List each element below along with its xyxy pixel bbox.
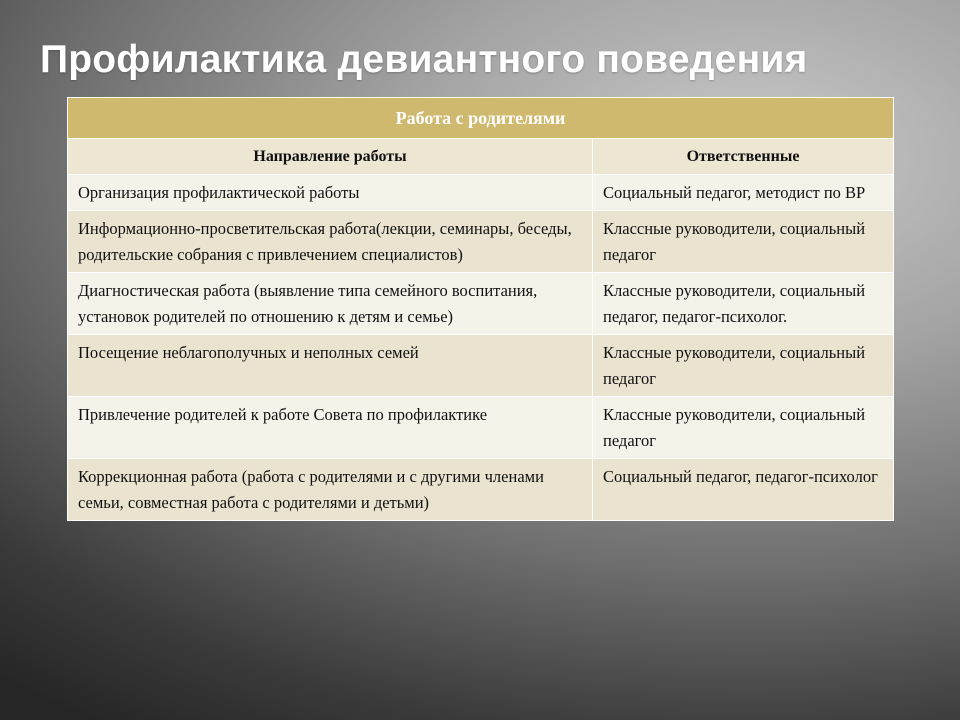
- responsible-cell: Социальный педагог, методист по ВР: [593, 175, 894, 211]
- section-header-row: [68, 98, 894, 139]
- direction-cell: Диагностическая работа (выявление типа семейного воспитания, установок родителей по отношению к детям и семье): [68, 273, 593, 335]
- parents-work-table-container: [67, 97, 893, 521]
- responsible-cell: Классные руководители, социальный педагог: [593, 211, 894, 273]
- direction-cell: Коррекционная работа (работа с родителями и с другими членами семьи, совместная работа с родителями и детьми): [68, 459, 593, 521]
- column-header-direction: Направление работы: [68, 139, 593, 175]
- responsible-cell: Классные руководители, социальный педагог: [593, 335, 894, 397]
- responsible-cell: Социальный педагог, педагог-психолог: [593, 459, 894, 521]
- column-header-row: [68, 139, 894, 175]
- table-row: [68, 211, 894, 273]
- table-row: [68, 273, 894, 335]
- column-header-responsible: Ответственные: [593, 139, 894, 175]
- responsible-cell: Классные руководители, социальный педагог, педагог-психолог.: [593, 273, 894, 335]
- direction-cell: Организация профилактической работы: [68, 175, 593, 211]
- table-row: [68, 459, 894, 521]
- table-row: [68, 397, 894, 459]
- table-row: [68, 335, 894, 397]
- section-header: Работа с родителями: [68, 98, 894, 139]
- direction-cell: Посещение неблагополучных и неполных семей: [68, 335, 593, 397]
- slide-title: Профилактика девиантного поведения: [40, 38, 808, 81]
- responsible-cell: Классные руководители, социальный педагог: [593, 397, 894, 459]
- table-row: [68, 175, 894, 211]
- direction-cell: Привлечение родителей к работе Совета по профилактике: [68, 397, 593, 459]
- parents-work-table: [67, 97, 894, 521]
- direction-cell: Информационно-просветительская работа(лекции, семинары, беседы, родительские собрания с привлечением специалистов): [68, 211, 593, 273]
